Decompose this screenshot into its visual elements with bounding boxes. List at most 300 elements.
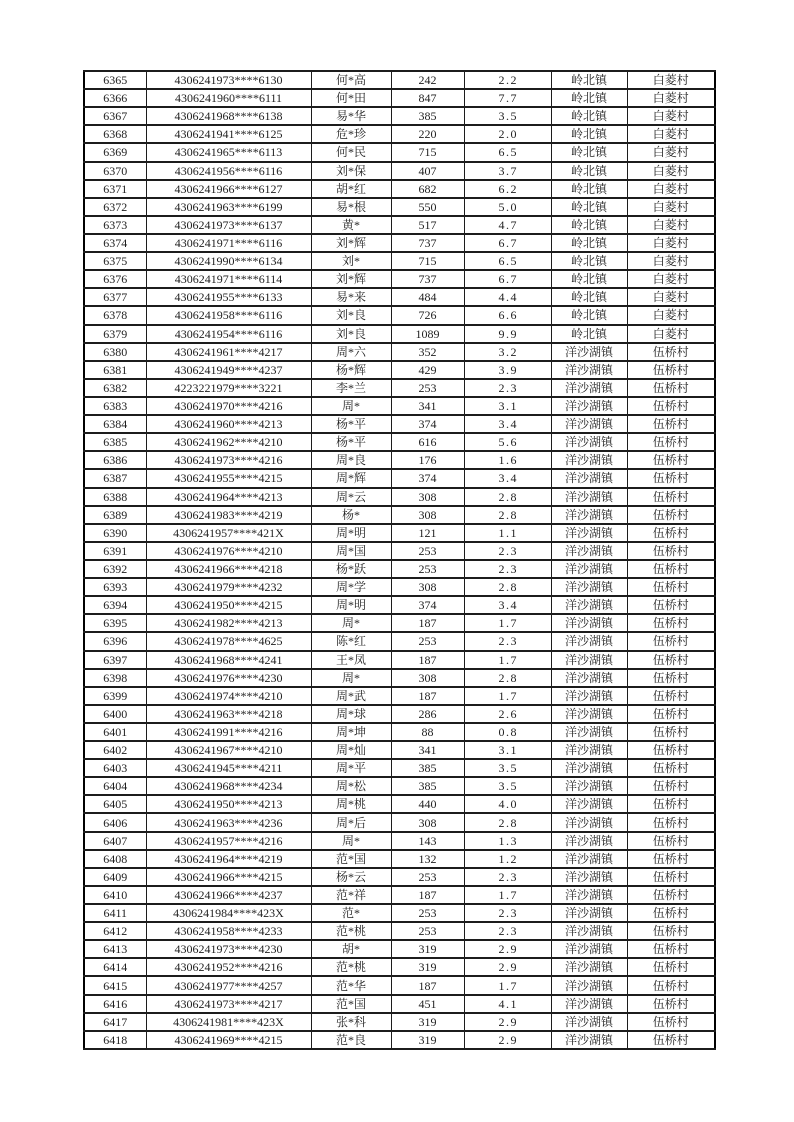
serial-cell: 6409 bbox=[84, 868, 146, 886]
name-cell: 刘*良 bbox=[311, 325, 391, 343]
rate-cell: 4.4 bbox=[464, 288, 551, 306]
roster-table bbox=[83, 70, 716, 1050]
table-row bbox=[84, 162, 715, 180]
table-row bbox=[84, 107, 715, 125]
town-cell: 岭北镇 bbox=[551, 216, 627, 234]
town-cell: 洋沙湖镇 bbox=[551, 433, 627, 451]
village-cell: 伍桥村 bbox=[627, 813, 715, 831]
table-row bbox=[84, 451, 715, 469]
id-cell: 4306241990****6134 bbox=[146, 252, 311, 270]
name-cell: 王*凤 bbox=[311, 651, 391, 669]
name-cell: 何*高 bbox=[311, 71, 391, 89]
id-cell: 4306241984****423X bbox=[146, 904, 311, 922]
amount-cell: 682 bbox=[391, 180, 464, 198]
table-row bbox=[84, 143, 715, 161]
town-cell: 岭北镇 bbox=[551, 306, 627, 324]
amount-cell: 187 bbox=[391, 886, 464, 904]
amount-cell: 1089 bbox=[391, 325, 464, 343]
amount-cell: 187 bbox=[391, 614, 464, 632]
town-cell: 洋沙湖镇 bbox=[551, 958, 627, 976]
village-cell: 伍桥村 bbox=[627, 415, 715, 433]
name-cell: 范* bbox=[311, 904, 391, 922]
village-cell: 伍桥村 bbox=[627, 1031, 715, 1049]
rate-cell: 5.0 bbox=[464, 198, 551, 216]
rate-cell: 3.5 bbox=[464, 777, 551, 795]
rate-cell: 2.8 bbox=[464, 506, 551, 524]
rate-cell: 2.2 bbox=[464, 71, 551, 89]
name-cell: 杨* bbox=[311, 506, 391, 524]
rate-cell: 1.3 bbox=[464, 832, 551, 850]
village-cell: 伍桥村 bbox=[627, 451, 715, 469]
table-row bbox=[84, 542, 715, 560]
amount-cell: 253 bbox=[391, 922, 464, 940]
name-cell: 周* bbox=[311, 397, 391, 415]
table-row bbox=[84, 651, 715, 669]
id-cell: 4306241962****4210 bbox=[146, 433, 311, 451]
serial-cell: 6368 bbox=[84, 125, 146, 143]
serial-cell: 6403 bbox=[84, 759, 146, 777]
name-cell: 周*良 bbox=[311, 451, 391, 469]
id-cell: 4306241963****4218 bbox=[146, 705, 311, 723]
village-cell: 白菱村 bbox=[627, 325, 715, 343]
id-cell: 4223221979****3221 bbox=[146, 379, 311, 397]
table-row bbox=[84, 234, 715, 252]
name-cell: 刘*保 bbox=[311, 162, 391, 180]
amount-cell: 715 bbox=[391, 143, 464, 161]
amount-cell: 253 bbox=[391, 379, 464, 397]
rate-cell: 6.5 bbox=[464, 252, 551, 270]
table-row bbox=[84, 125, 715, 143]
name-cell: 杨*云 bbox=[311, 868, 391, 886]
serial-cell: 6410 bbox=[84, 886, 146, 904]
amount-cell: 385 bbox=[391, 777, 464, 795]
table-row bbox=[84, 288, 715, 306]
name-cell: 胡*红 bbox=[311, 180, 391, 198]
village-cell: 伍桥村 bbox=[627, 506, 715, 524]
village-cell: 伍桥村 bbox=[627, 596, 715, 614]
table-row bbox=[84, 306, 715, 324]
town-cell: 洋沙湖镇 bbox=[551, 488, 627, 506]
id-cell: 4306241961****4217 bbox=[146, 343, 311, 361]
name-cell: 周*球 bbox=[311, 705, 391, 723]
rate-cell: 1.7 bbox=[464, 687, 551, 705]
table-row bbox=[84, 343, 715, 361]
town-cell: 洋沙湖镇 bbox=[551, 813, 627, 831]
town-cell: 洋沙湖镇 bbox=[551, 596, 627, 614]
rate-cell: 4.0 bbox=[464, 795, 551, 813]
rate-cell: 9.9 bbox=[464, 325, 551, 343]
town-cell: 岭北镇 bbox=[551, 180, 627, 198]
name-cell: 易*华 bbox=[311, 107, 391, 125]
table-row bbox=[84, 995, 715, 1013]
serial-cell: 6388 bbox=[84, 488, 146, 506]
town-cell: 洋沙湖镇 bbox=[551, 379, 627, 397]
id-cell: 4306241968****4241 bbox=[146, 651, 311, 669]
amount-cell: 121 bbox=[391, 524, 464, 542]
table-row bbox=[84, 180, 715, 198]
amount-cell: 517 bbox=[391, 216, 464, 234]
id-cell: 4306241971****6114 bbox=[146, 270, 311, 288]
amount-cell: 176 bbox=[391, 451, 464, 469]
serial-cell: 6389 bbox=[84, 506, 146, 524]
rate-cell: 3.5 bbox=[464, 759, 551, 777]
id-cell: 4306241968****4234 bbox=[146, 777, 311, 795]
table-row bbox=[84, 433, 715, 451]
rate-cell: 2.8 bbox=[464, 669, 551, 687]
serial-cell: 6366 bbox=[84, 89, 146, 107]
rate-cell: 2.9 bbox=[464, 1013, 551, 1031]
amount-cell: 319 bbox=[391, 958, 464, 976]
village-cell: 伍桥村 bbox=[627, 795, 715, 813]
serial-cell: 6418 bbox=[84, 1031, 146, 1049]
town-cell: 洋沙湖镇 bbox=[551, 632, 627, 650]
town-cell: 岭北镇 bbox=[551, 270, 627, 288]
id-cell: 4306241973****4217 bbox=[146, 995, 311, 1013]
table-row bbox=[84, 723, 715, 741]
town-cell: 岭北镇 bbox=[551, 71, 627, 89]
serial-cell: 6401 bbox=[84, 723, 146, 741]
village-cell: 白菱村 bbox=[627, 125, 715, 143]
serial-cell: 6394 bbox=[84, 596, 146, 614]
rate-cell: 1.1 bbox=[464, 524, 551, 542]
table-row bbox=[84, 940, 715, 958]
village-cell: 伍桥村 bbox=[627, 759, 715, 777]
serial-cell: 6365 bbox=[84, 71, 146, 89]
rate-cell: 2.6 bbox=[464, 705, 551, 723]
serial-cell: 6416 bbox=[84, 995, 146, 1013]
amount-cell: 308 bbox=[391, 578, 464, 596]
id-cell: 4306241958****4233 bbox=[146, 922, 311, 940]
rate-cell: 1.2 bbox=[464, 850, 551, 868]
name-cell: 周*坤 bbox=[311, 723, 391, 741]
village-cell: 伍桥村 bbox=[627, 741, 715, 759]
id-cell: 4306241955****4215 bbox=[146, 469, 311, 487]
serial-cell: 6407 bbox=[84, 832, 146, 850]
table-row bbox=[84, 379, 715, 397]
town-cell: 洋沙湖镇 bbox=[551, 795, 627, 813]
town-cell: 洋沙湖镇 bbox=[551, 524, 627, 542]
amount-cell: 253 bbox=[391, 542, 464, 560]
id-cell: 4306241970****4216 bbox=[146, 397, 311, 415]
village-cell: 白菱村 bbox=[627, 216, 715, 234]
village-cell: 白菱村 bbox=[627, 270, 715, 288]
serial-cell: 6374 bbox=[84, 234, 146, 252]
amount-cell: 385 bbox=[391, 759, 464, 777]
rate-cell: 6.7 bbox=[464, 234, 551, 252]
village-cell: 白菱村 bbox=[627, 143, 715, 161]
id-cell: 4306241966****6127 bbox=[146, 180, 311, 198]
id-cell: 4306241979****4232 bbox=[146, 578, 311, 596]
id-cell: 4306241974****4210 bbox=[146, 687, 311, 705]
amount-cell: 847 bbox=[391, 89, 464, 107]
name-cell: 范*祥 bbox=[311, 886, 391, 904]
rate-cell: 1.7 bbox=[464, 651, 551, 669]
town-cell: 洋沙湖镇 bbox=[551, 995, 627, 1013]
rate-cell: 3.4 bbox=[464, 469, 551, 487]
town-cell: 洋沙湖镇 bbox=[551, 542, 627, 560]
name-cell: 刘*良 bbox=[311, 306, 391, 324]
rate-cell: 1.6 bbox=[464, 451, 551, 469]
village-cell: 伍桥村 bbox=[627, 433, 715, 451]
name-cell: 易*根 bbox=[311, 198, 391, 216]
rate-cell: 6.2 bbox=[464, 180, 551, 198]
table-row bbox=[84, 361, 715, 379]
village-cell: 伍桥村 bbox=[627, 850, 715, 868]
village-cell: 伍桥村 bbox=[627, 922, 715, 940]
name-cell: 刘*辉 bbox=[311, 234, 391, 252]
id-cell: 4306241955****6133 bbox=[146, 288, 311, 306]
name-cell: 杨*平 bbox=[311, 433, 391, 451]
amount-cell: 88 bbox=[391, 723, 464, 741]
table-row bbox=[84, 1013, 715, 1031]
name-cell: 李*兰 bbox=[311, 379, 391, 397]
table-row bbox=[84, 560, 715, 578]
village-cell: 白菱村 bbox=[627, 162, 715, 180]
name-cell: 周*桃 bbox=[311, 795, 391, 813]
table-row bbox=[84, 795, 715, 813]
name-cell: 杨*平 bbox=[311, 415, 391, 433]
town-cell: 岭北镇 bbox=[551, 234, 627, 252]
name-cell: 周*明 bbox=[311, 524, 391, 542]
amount-cell: 143 bbox=[391, 832, 464, 850]
town-cell: 岭北镇 bbox=[551, 162, 627, 180]
town-cell: 岭北镇 bbox=[551, 198, 627, 216]
serial-cell: 6376 bbox=[84, 270, 146, 288]
id-cell: 4306241954****6116 bbox=[146, 325, 311, 343]
table-row bbox=[84, 198, 715, 216]
table-row bbox=[84, 687, 715, 705]
table-row bbox=[84, 832, 715, 850]
rate-cell: 2.3 bbox=[464, 560, 551, 578]
name-cell: 何*民 bbox=[311, 143, 391, 161]
rate-cell: 2.3 bbox=[464, 632, 551, 650]
id-cell: 4306241973****6130 bbox=[146, 71, 311, 89]
table-row bbox=[84, 976, 715, 994]
town-cell: 岭北镇 bbox=[551, 125, 627, 143]
serial-cell: 6417 bbox=[84, 1013, 146, 1031]
village-cell: 伍桥村 bbox=[627, 397, 715, 415]
id-cell: 4306241958****6116 bbox=[146, 306, 311, 324]
name-cell: 周* bbox=[311, 832, 391, 850]
serial-cell: 6408 bbox=[84, 850, 146, 868]
name-cell: 杨*辉 bbox=[311, 361, 391, 379]
serial-cell: 6367 bbox=[84, 107, 146, 125]
name-cell: 杨*跃 bbox=[311, 560, 391, 578]
amount-cell: 374 bbox=[391, 415, 464, 433]
amount-cell: 715 bbox=[391, 252, 464, 270]
rate-cell: 3.5 bbox=[464, 107, 551, 125]
id-cell: 4306241977****4257 bbox=[146, 976, 311, 994]
table-row bbox=[84, 614, 715, 632]
town-cell: 洋沙湖镇 bbox=[551, 868, 627, 886]
serial-cell: 6391 bbox=[84, 542, 146, 560]
serial-cell: 6406 bbox=[84, 813, 146, 831]
name-cell: 周*松 bbox=[311, 777, 391, 795]
amount-cell: 737 bbox=[391, 270, 464, 288]
id-cell: 4306241973****4216 bbox=[146, 451, 311, 469]
town-cell: 岭北镇 bbox=[551, 143, 627, 161]
town-cell: 洋沙湖镇 bbox=[551, 904, 627, 922]
town-cell: 洋沙湖镇 bbox=[551, 741, 627, 759]
village-cell: 伍桥村 bbox=[627, 868, 715, 886]
serial-cell: 6373 bbox=[84, 216, 146, 234]
id-cell: 4306241966****4215 bbox=[146, 868, 311, 886]
serial-cell: 6412 bbox=[84, 922, 146, 940]
id-cell: 4306241957****4216 bbox=[146, 832, 311, 850]
town-cell: 岭北镇 bbox=[551, 89, 627, 107]
village-cell: 伍桥村 bbox=[627, 958, 715, 976]
amount-cell: 319 bbox=[391, 940, 464, 958]
table-row bbox=[84, 741, 715, 759]
id-cell: 4306241991****4216 bbox=[146, 723, 311, 741]
village-cell: 白菱村 bbox=[627, 71, 715, 89]
id-cell: 4306241976****4210 bbox=[146, 542, 311, 560]
rate-cell: 2.0 bbox=[464, 125, 551, 143]
village-cell: 伍桥村 bbox=[627, 1013, 715, 1031]
table-row bbox=[84, 886, 715, 904]
village-cell: 伍桥村 bbox=[627, 379, 715, 397]
amount-cell: 187 bbox=[391, 651, 464, 669]
village-cell: 白菱村 bbox=[627, 288, 715, 306]
id-cell: 4306241966****4218 bbox=[146, 560, 311, 578]
amount-cell: 242 bbox=[391, 71, 464, 89]
id-cell: 4306241969****4215 bbox=[146, 1031, 311, 1049]
rate-cell: 2.8 bbox=[464, 813, 551, 831]
serial-cell: 6398 bbox=[84, 669, 146, 687]
amount-cell: 286 bbox=[391, 705, 464, 723]
serial-cell: 6375 bbox=[84, 252, 146, 270]
name-cell: 何*田 bbox=[311, 89, 391, 107]
id-cell: 4306241973****6137 bbox=[146, 216, 311, 234]
name-cell: 范*良 bbox=[311, 1031, 391, 1049]
town-cell: 洋沙湖镇 bbox=[551, 1013, 627, 1031]
id-cell: 4306241964****4213 bbox=[146, 488, 311, 506]
amount-cell: 550 bbox=[391, 198, 464, 216]
serial-cell: 6382 bbox=[84, 379, 146, 397]
town-cell: 洋沙湖镇 bbox=[551, 759, 627, 777]
amount-cell: 374 bbox=[391, 469, 464, 487]
id-cell: 4306241952****4216 bbox=[146, 958, 311, 976]
name-cell: 范*国 bbox=[311, 850, 391, 868]
table-row bbox=[84, 415, 715, 433]
id-cell: 4306241967****4210 bbox=[146, 741, 311, 759]
town-cell: 岭北镇 bbox=[551, 107, 627, 125]
id-cell: 4306241968****6138 bbox=[146, 107, 311, 125]
village-cell: 伍桥村 bbox=[627, 614, 715, 632]
village-cell: 伍桥村 bbox=[627, 524, 715, 542]
serial-cell: 6381 bbox=[84, 361, 146, 379]
name-cell: 胡* bbox=[311, 940, 391, 958]
table-row bbox=[84, 524, 715, 542]
amount-cell: 385 bbox=[391, 107, 464, 125]
amount-cell: 440 bbox=[391, 795, 464, 813]
rate-cell: 0.8 bbox=[464, 723, 551, 741]
town-cell: 洋沙湖镇 bbox=[551, 687, 627, 705]
town-cell: 洋沙湖镇 bbox=[551, 940, 627, 958]
name-cell: 周*学 bbox=[311, 578, 391, 596]
village-cell: 伍桥村 bbox=[627, 469, 715, 487]
id-cell: 4306241963****4236 bbox=[146, 813, 311, 831]
amount-cell: 308 bbox=[391, 488, 464, 506]
serial-cell: 6385 bbox=[84, 433, 146, 451]
village-cell: 伍桥村 bbox=[627, 940, 715, 958]
name-cell: 范*国 bbox=[311, 995, 391, 1013]
id-cell: 4306241983****4219 bbox=[146, 506, 311, 524]
village-cell: 白菱村 bbox=[627, 234, 715, 252]
village-cell: 白菱村 bbox=[627, 180, 715, 198]
town-cell: 洋沙湖镇 bbox=[551, 651, 627, 669]
amount-cell: 308 bbox=[391, 813, 464, 831]
id-cell: 4306241950****4213 bbox=[146, 795, 311, 813]
serial-cell: 6399 bbox=[84, 687, 146, 705]
amount-cell: 374 bbox=[391, 596, 464, 614]
serial-cell: 6395 bbox=[84, 614, 146, 632]
town-cell: 洋沙湖镇 bbox=[551, 777, 627, 795]
town-cell: 洋沙湖镇 bbox=[551, 976, 627, 994]
village-cell: 伍桥村 bbox=[627, 488, 715, 506]
roster-table-body bbox=[84, 71, 715, 1049]
amount-cell: 319 bbox=[391, 1013, 464, 1031]
name-cell: 周*后 bbox=[311, 813, 391, 831]
serial-cell: 6390 bbox=[84, 524, 146, 542]
rate-cell: 1.7 bbox=[464, 614, 551, 632]
rate-cell: 2.9 bbox=[464, 958, 551, 976]
amount-cell: 726 bbox=[391, 306, 464, 324]
rate-cell: 2.9 bbox=[464, 1031, 551, 1049]
rate-cell: 3.4 bbox=[464, 596, 551, 614]
table-row bbox=[84, 252, 715, 270]
town-cell: 洋沙湖镇 bbox=[551, 705, 627, 723]
name-cell: 陈*红 bbox=[311, 632, 391, 650]
serial-cell: 6383 bbox=[84, 397, 146, 415]
table-row bbox=[84, 89, 715, 107]
rate-cell: 4.1 bbox=[464, 995, 551, 1013]
serial-cell: 6397 bbox=[84, 651, 146, 669]
name-cell: 范*华 bbox=[311, 976, 391, 994]
table-row bbox=[84, 632, 715, 650]
rate-cell: 3.2 bbox=[464, 343, 551, 361]
id-cell: 4306241960****4213 bbox=[146, 415, 311, 433]
amount-cell: 253 bbox=[391, 904, 464, 922]
village-cell: 白菱村 bbox=[627, 89, 715, 107]
id-cell: 4306241971****6116 bbox=[146, 234, 311, 252]
rate-cell: 2.3 bbox=[464, 868, 551, 886]
village-cell: 伍桥村 bbox=[627, 723, 715, 741]
village-cell: 白菱村 bbox=[627, 198, 715, 216]
serial-cell: 6386 bbox=[84, 451, 146, 469]
id-cell: 4306241957****421X bbox=[146, 524, 311, 542]
rate-cell: 3.1 bbox=[464, 397, 551, 415]
name-cell: 范*桃 bbox=[311, 958, 391, 976]
table-row bbox=[84, 506, 715, 524]
amount-cell: 253 bbox=[391, 560, 464, 578]
town-cell: 洋沙湖镇 bbox=[551, 614, 627, 632]
village-cell: 伍桥村 bbox=[627, 669, 715, 687]
id-cell: 4306241950****4215 bbox=[146, 596, 311, 614]
village-cell: 伍桥村 bbox=[627, 343, 715, 361]
serial-cell: 6372 bbox=[84, 198, 146, 216]
village-cell: 白菱村 bbox=[627, 252, 715, 270]
village-cell: 伍桥村 bbox=[627, 578, 715, 596]
amount-cell: 253 bbox=[391, 868, 464, 886]
table-row bbox=[84, 904, 715, 922]
id-cell: 4306241964****4219 bbox=[146, 850, 311, 868]
table-row bbox=[84, 958, 715, 976]
village-cell: 伍桥村 bbox=[627, 705, 715, 723]
rate-cell: 3.1 bbox=[464, 741, 551, 759]
table-row bbox=[84, 270, 715, 288]
id-cell: 4306241981****423X bbox=[146, 1013, 311, 1031]
